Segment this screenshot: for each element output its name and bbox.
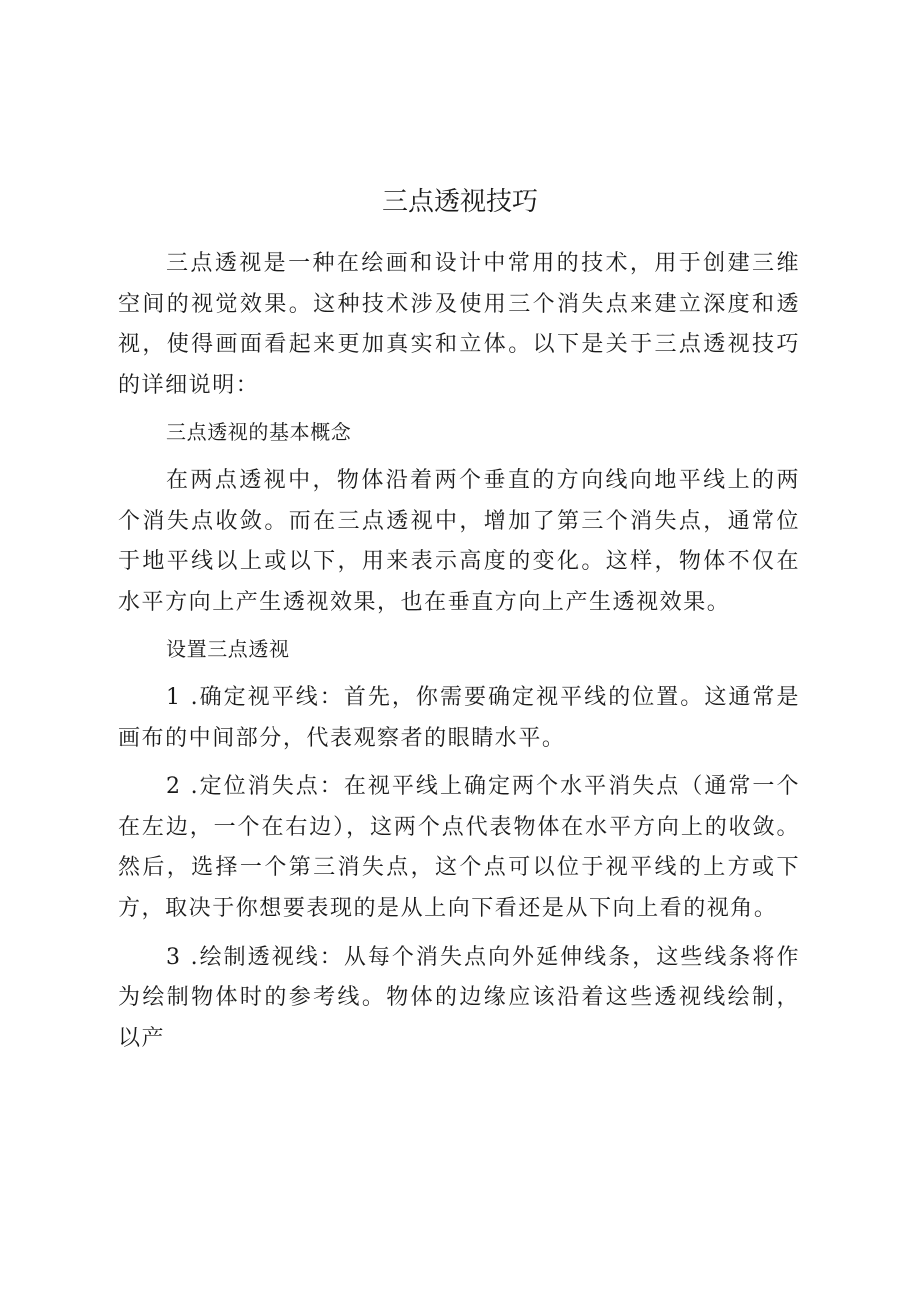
step-3-paragraph: 3 .绘制透视线：从每个消失点向外延伸线条，这些线条将作为绘制物体时的参考线。物体的边缘应该沿着这些透视线绘制，以产 <box>118 944 800 1051</box>
section-heading-setup: 设置三点透视 <box>166 637 290 662</box>
step-1-paragraph: 1 .确定视平线：首先，你需要确定视平线的位置。这通常是画布的中间部分，代表观察者的眼睛水平。 <box>118 684 800 751</box>
intro-paragraph: 三点透视是一种在绘画和设计中常用的技术，用于创建三维空间的视觉效果。这种技术涉及使用三个消失点来建立深度和透视，使得画面看起来更加真实和立体。以下是关于三点透视技巧的详细说明： <box>118 251 800 398</box>
section-heading-basic-concept: 三点透视的基本概念 <box>166 420 352 445</box>
basic-concept-paragraph: 在两点透视中，物体沿着两个垂直的方向线向地平线上的两个消失点收敛。而在三点透视中，增加了第三个消失点，通常位于地平线以上或以下，用来表示高度的变化。这样，物体不仅在水平方向上产生透视效果，也在垂直方向上产生透视效果。 <box>118 467 800 615</box>
document-body <box>118 180 800 1059</box>
step-2-paragraph: 2 .定位消失点：在视平线上确定两个水平消失点（通常一个在左边，一个在右边），这两个点代表物体在水平方向上的收敛。然后，选择一个第三消失点，这个点可以位于视平线的上方或下方，取决于你想要表现的是从上向下看还是从下向上看的视角。 <box>118 774 800 921</box>
document-title: 三点透视技巧 <box>381 187 538 217</box>
